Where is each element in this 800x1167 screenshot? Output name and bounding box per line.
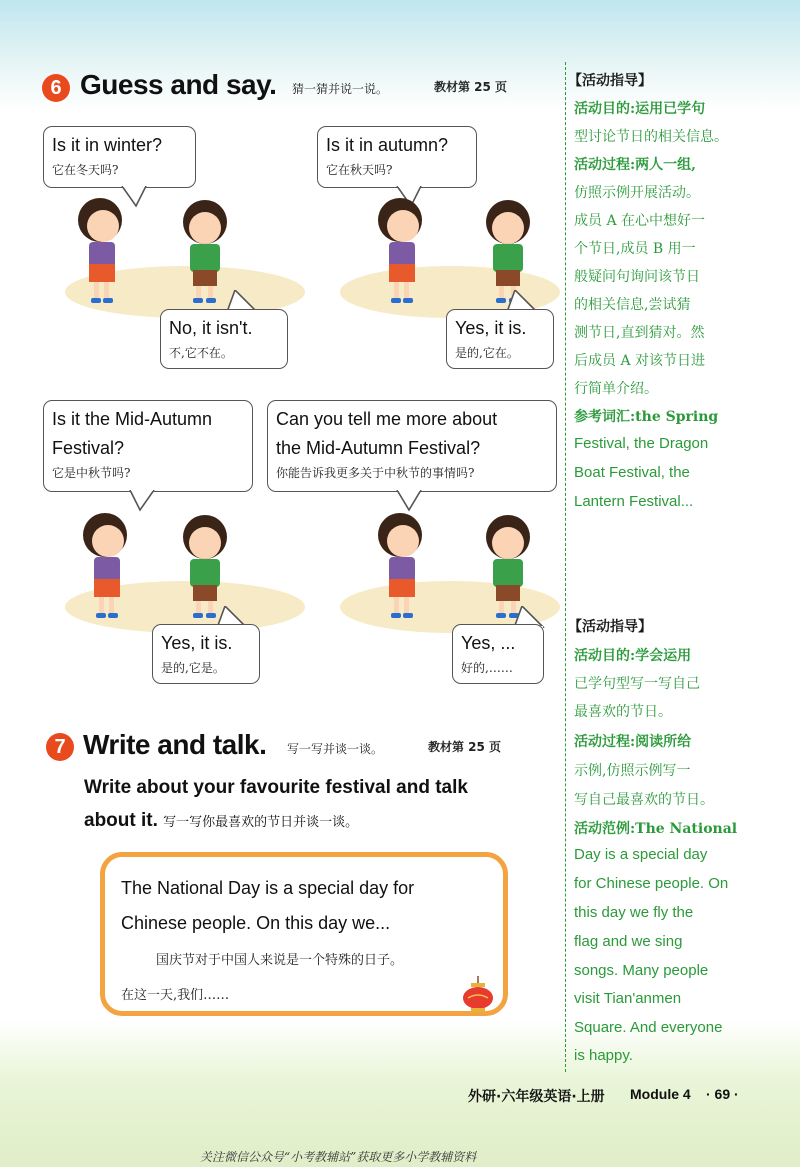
- guide-2-line: is happy.: [574, 1047, 633, 1064]
- section-6-title: Guess and say.: [80, 69, 277, 100]
- question-bubble-3: [43, 400, 253, 492]
- question-text-en: Can you tell me more about: [276, 409, 498, 429]
- example-text-cn: 国庆节对于中国人来说是一个特殊的日子。: [156, 953, 404, 968]
- guide-1-line: 后成员 A 对该节日进: [574, 353, 706, 369]
- guide-1-line: 活动过程:两人一组,: [574, 157, 697, 173]
- question-text-cn: 它在秋天吗?: [326, 163, 393, 177]
- task-instruction-cn: 写一写你最喜欢的节日并谈一谈。: [163, 815, 359, 830]
- answer-text-cn: 不,它不在。: [169, 346, 233, 360]
- example-text-cn-line2: 在这一天,我们……: [121, 988, 230, 1003]
- guide-2-line: for Chinese people. On: [574, 875, 729, 892]
- section-6-page-ref: 教材第 25 页: [434, 80, 508, 94]
- bottom-watermark-note: 关注微信公众号“小考教辅站”获取更多小学教辅资料: [200, 1150, 477, 1164]
- task-instruction-en: about it.: [84, 810, 158, 831]
- lantern-icon: [458, 976, 498, 1016]
- section-6-subtitle: 猜一猜并说一说。: [292, 82, 389, 96]
- guide-2-line: Square. And everyone: [574, 1019, 723, 1036]
- section-7-number: 7: [46, 733, 74, 761]
- question-text-cn: 你能告诉我更多关于中秋节的事情吗?: [276, 466, 475, 480]
- answer-text-en: Yes, it is.: [161, 633, 233, 653]
- guide-2-line: Day is a special day: [574, 846, 708, 863]
- question-text-en-line2: Festival?: [52, 438, 125, 458]
- section-7-subtitle: 写一写并谈一谈。: [287, 742, 384, 756]
- guide-2-line: 最喜欢的节日。: [574, 704, 672, 720]
- guide-1-line: Lantern Festival...: [574, 493, 694, 510]
- task-instruction-line2: [84, 810, 358, 832]
- kids-scene-3: [55, 505, 305, 635]
- guide-1-line: 行简单介绍。: [574, 381, 658, 397]
- guide-1-line: 个节日,成员 B 用一: [574, 241, 696, 257]
- question-text-en-line2: the Mid-Autumn Festival?: [276, 438, 481, 458]
- sidebar-divider: [565, 62, 567, 1072]
- guide-1-line: 仿照示例开展活动。: [574, 185, 700, 201]
- question-bubble-1: [43, 126, 196, 188]
- question-text-en: Is it in autumn?: [326, 135, 449, 155]
- guide-1-line: 的相关信息,尝试猜: [574, 297, 691, 313]
- example-text-en-line2: Chinese people. On this day we...: [121, 913, 391, 933]
- answer-text-cn: 是的,它是。: [161, 661, 225, 675]
- section-6-number: 6: [42, 74, 70, 102]
- guide-2-heading: 【活动指导】: [568, 619, 652, 635]
- question-text-en: Is it the Mid-Autumn: [52, 409, 213, 429]
- answer-text-en: Yes, it is.: [455, 318, 527, 338]
- task-instruction: Write about your favourite festival and talk: [84, 777, 468, 798]
- answer-text-cn: 是的,它在。: [455, 346, 519, 360]
- guide-2-line: 示例,仿照示例写一: [574, 763, 691, 779]
- guide-2-line: 活动范例:The National: [574, 821, 738, 837]
- guide-2-line: flag and we sing: [574, 933, 683, 950]
- answer-text-en: No, it isn't.: [169, 318, 253, 338]
- guide-1-line: 活动目的:运用已学句: [574, 101, 706, 117]
- guide-1-line: Festival, the Dragon: [574, 435, 709, 452]
- question-text-cn: 它在冬天吗?: [52, 163, 119, 177]
- answer-text-en: Yes, ...: [461, 633, 516, 653]
- guide-1-line: 成员 A 在心中想好一: [574, 213, 706, 229]
- guide-1-line: Boat Festival, the: [574, 464, 690, 481]
- answer-text-cn: 好的,……: [461, 661, 513, 675]
- question-bubble-4: [267, 400, 557, 492]
- guide-2-line: 活动过程:阅读所给: [574, 734, 692, 750]
- guide-1-heading: 【活动指导】: [568, 73, 652, 89]
- book-title: 外研·六年级英语·上册: [468, 1089, 605, 1105]
- guide-1-line: 测节日,直到猜对。然: [574, 325, 705, 341]
- question-bubble-2: [317, 126, 477, 188]
- question-text-en: Is it in winter?: [52, 135, 163, 155]
- guide-2-line: this day we fly the: [574, 904, 694, 921]
- answer-bubble-3: [152, 624, 260, 684]
- guide-1-line: 般疑问句询问该节日: [574, 269, 700, 285]
- guide-2-line: 已学句型写一写自己: [574, 676, 700, 692]
- module-label: Module 4: [630, 1086, 691, 1102]
- guide-1-line: 型讨论节日的相关信息。: [574, 129, 728, 145]
- example-text-en: The National Day is a special day for: [121, 878, 415, 898]
- question-text-cn: 它是中秋节吗?: [52, 466, 131, 480]
- page-number: · 69 ·: [706, 1086, 739, 1102]
- section-7-page-ref: 教材第 25 页: [428, 740, 502, 754]
- section-7-title: Write and talk.: [83, 729, 267, 760]
- guide-1-line: 参考词汇:the Spring: [574, 409, 719, 425]
- guide-2-line: 活动目的:学会运用: [574, 648, 692, 664]
- answer-bubble-2: [446, 309, 554, 369]
- guide-2-line: 写自己最喜欢的节日。: [574, 792, 714, 808]
- guide-2-line: songs. Many people: [574, 962, 709, 979]
- answer-bubble-1: [160, 309, 288, 369]
- kids-scene-1: [55, 190, 305, 320]
- answer-bubble-4: [452, 624, 544, 684]
- guide-2-line: visit Tian'anmen: [574, 990, 682, 1007]
